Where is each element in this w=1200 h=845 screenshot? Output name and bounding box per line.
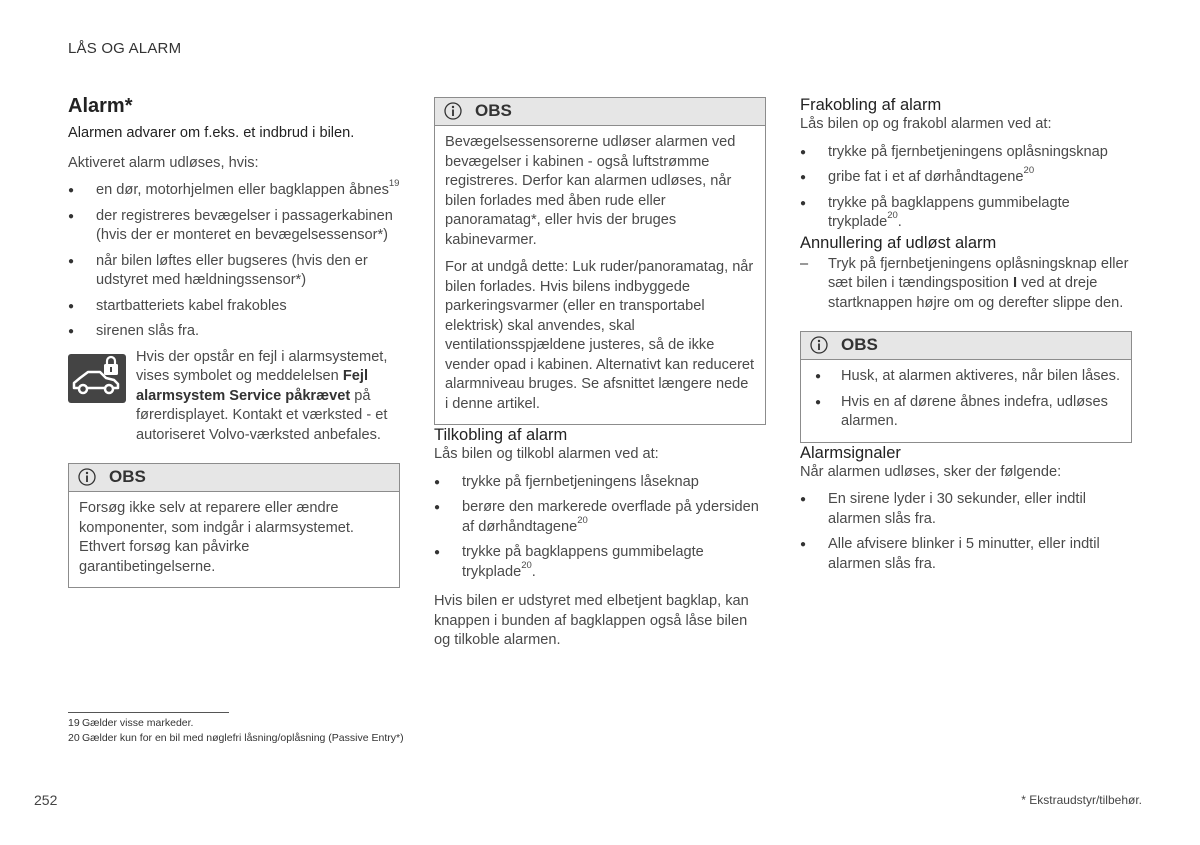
list-item: ● der registreres bevægelser i passagerkabinen (hvis der er monteret en bevægelsessensor*) — [68, 207, 400, 246]
section-header: LÅS OG ALARM — [68, 40, 182, 57]
list-item: ● trykke på bagklappens gummibelagte trykplade$^{20}$. — [434, 543, 766, 582]
obs-box — [800, 331, 1132, 443]
obs-header — [69, 464, 399, 492]
obs-box — [68, 463, 400, 588]
obs-paragraph: Bevægelsessensorerne udløser alarmen ved bevægelser i kabinen - også luftstrømme registreres. Derfor kan alarmen udløses, når bilen forlades med åben rude eller panoramatag*, eller hvis der bruges kabinevarmer. — [445, 134, 736, 248]
intro-text: Aktiveret alarm udløses, hvis: — [68, 154, 259, 171]
obs-list — [811, 367, 1121, 432]
cancel-list — [800, 255, 1132, 314]
info-icon — [444, 102, 462, 120]
intro-text: Lås bilen op og frakobl alarmen ved at: — [800, 116, 1052, 132]
obs-box — [434, 97, 766, 425]
list-item: – Tryk på fjernbetjeningens oplåsningsknap eller sæt bilen i tændingsposition I ved at dreje startknappen højre om og derefter slippe den. — [800, 255, 1132, 314]
obs-text: Forsøg ikke selv at reparere eller ændre komponenter, som indgår i alarmsystemet. Ethvert forsøg kan påvirke garantibetingelserne. — [79, 500, 354, 575]
list-item: ● når bilen løftes eller bugseres (hvis den er udstyret med hældningssensor*) — [68, 252, 400, 291]
info-icon — [810, 336, 828, 354]
obs-label: OBS — [841, 335, 878, 354]
fault-text: Hvis der opstår en fejl i alarmsystemet, vises symbolet og meddelelsen Fejl alarmsystem Service påkrævet på førerdisplayet. Kontakt et værksted - et autoriseret Volvo-værksted anbefales. — [136, 348, 388, 443]
obs-label: OBS — [109, 467, 146, 486]
obs-body — [435, 126, 765, 424]
outro-text: Hvis bilen er udstyret med elbetjent bagklap, kan knappen i bunden af bagklappen også låse bilen og tilkoble alarmen. — [434, 593, 749, 648]
list-item: ● Alle afvisere blinker i 5 minutter, eller indtil alarmen slås fra. — [800, 535, 1132, 574]
list-item: ● Husk, at alarmen aktiveres, når bilen låses. — [811, 367, 1121, 387]
obs-body — [69, 492, 399, 587]
lead-text: Alarmen advarer om f.eks. et indbrud i bilen. — [68, 125, 355, 141]
alarm-fault-note — [68, 348, 400, 446]
section-heading: Frakobling af alarm — [800, 96, 942, 114]
list-item: ● Hvis en af dørene åbnes indefra, udløses alarmen. — [811, 393, 1121, 432]
page-title: Alarm* — [68, 95, 133, 117]
footnote: 19 Gælder visse markeder. — [68, 717, 194, 729]
list-item: ● En sirene lyder i 30 sekunder, eller indtil alarmen slås fra. — [800, 490, 1132, 529]
trigger-list — [68, 178, 400, 342]
list-item: ● berøre den markerede overflade på ydersiden af dørhåndtagene$^{20}$ — [434, 498, 766, 537]
disarm-list — [800, 143, 1132, 233]
accessory-note: * Ekstraudstyr/tilbehør. — [1021, 793, 1142, 807]
obs-body — [801, 360, 1131, 442]
section-heading: Annullering af udløst alarm — [800, 233, 997, 252]
signal-list — [800, 490, 1132, 574]
page-number: 252 — [34, 792, 58, 808]
list-item: ● startbatteriets kabel frakobles — [68, 297, 400, 317]
footnote: 20 Gælder kun for en bil med nøglefri låsning/oplåsning (Passive Entry*) — [68, 732, 404, 744]
list-item: ● en dør, motorhjelmen eller bagklappen åbnes$^{19}$ — [68, 181, 400, 201]
list-item: ● trykke på fjernbetjeningens oplåsningsknap — [800, 143, 1132, 163]
list-item: ● trykke på fjernbetjeningens låseknap — [434, 473, 766, 493]
obs-paragraph: For at undgå dette: Luk ruder/panoramatag, når bilen forlades. Hvis bilens indbyggede parkeringsvarmer (eller en transportabel elektrisk) skal anvendes, skal ventilationsspjældene justeres, så de ikke vender opad i kabinen. Alternativt kan reduceret alarmniveau bruges. Se afsnittet længere nede i denne artikel. — [445, 259, 755, 412]
intro-text: Når alarmen udløses, sker der følgende: — [800, 463, 1062, 480]
section-heading: Tilkobling af alarm — [434, 426, 568, 444]
arm-list — [434, 473, 766, 583]
list-item: ● sirenen slås fra. — [68, 322, 400, 342]
info-icon — [78, 468, 96, 486]
list-item: ● gribe fat i et af dørhåndtagene$^{20}$ — [800, 168, 1132, 188]
list-item: ● trykke på bagklappens gummibelagte trykplade$^{20}$. — [800, 194, 1132, 233]
intro-text: Lås bilen og tilkobl alarmen ved at: — [434, 446, 659, 462]
footnote-divider — [68, 712, 229, 713]
column-2 — [434, 97, 766, 651]
section-heading: Alarmsignaler — [800, 443, 901, 462]
obs-header — [801, 332, 1131, 360]
column-3 — [800, 95, 1132, 574]
car-lock-icon — [68, 354, 126, 403]
obs-header — [435, 98, 765, 126]
obs-label: OBS — [475, 101, 512, 120]
column-1 — [68, 94, 400, 588]
